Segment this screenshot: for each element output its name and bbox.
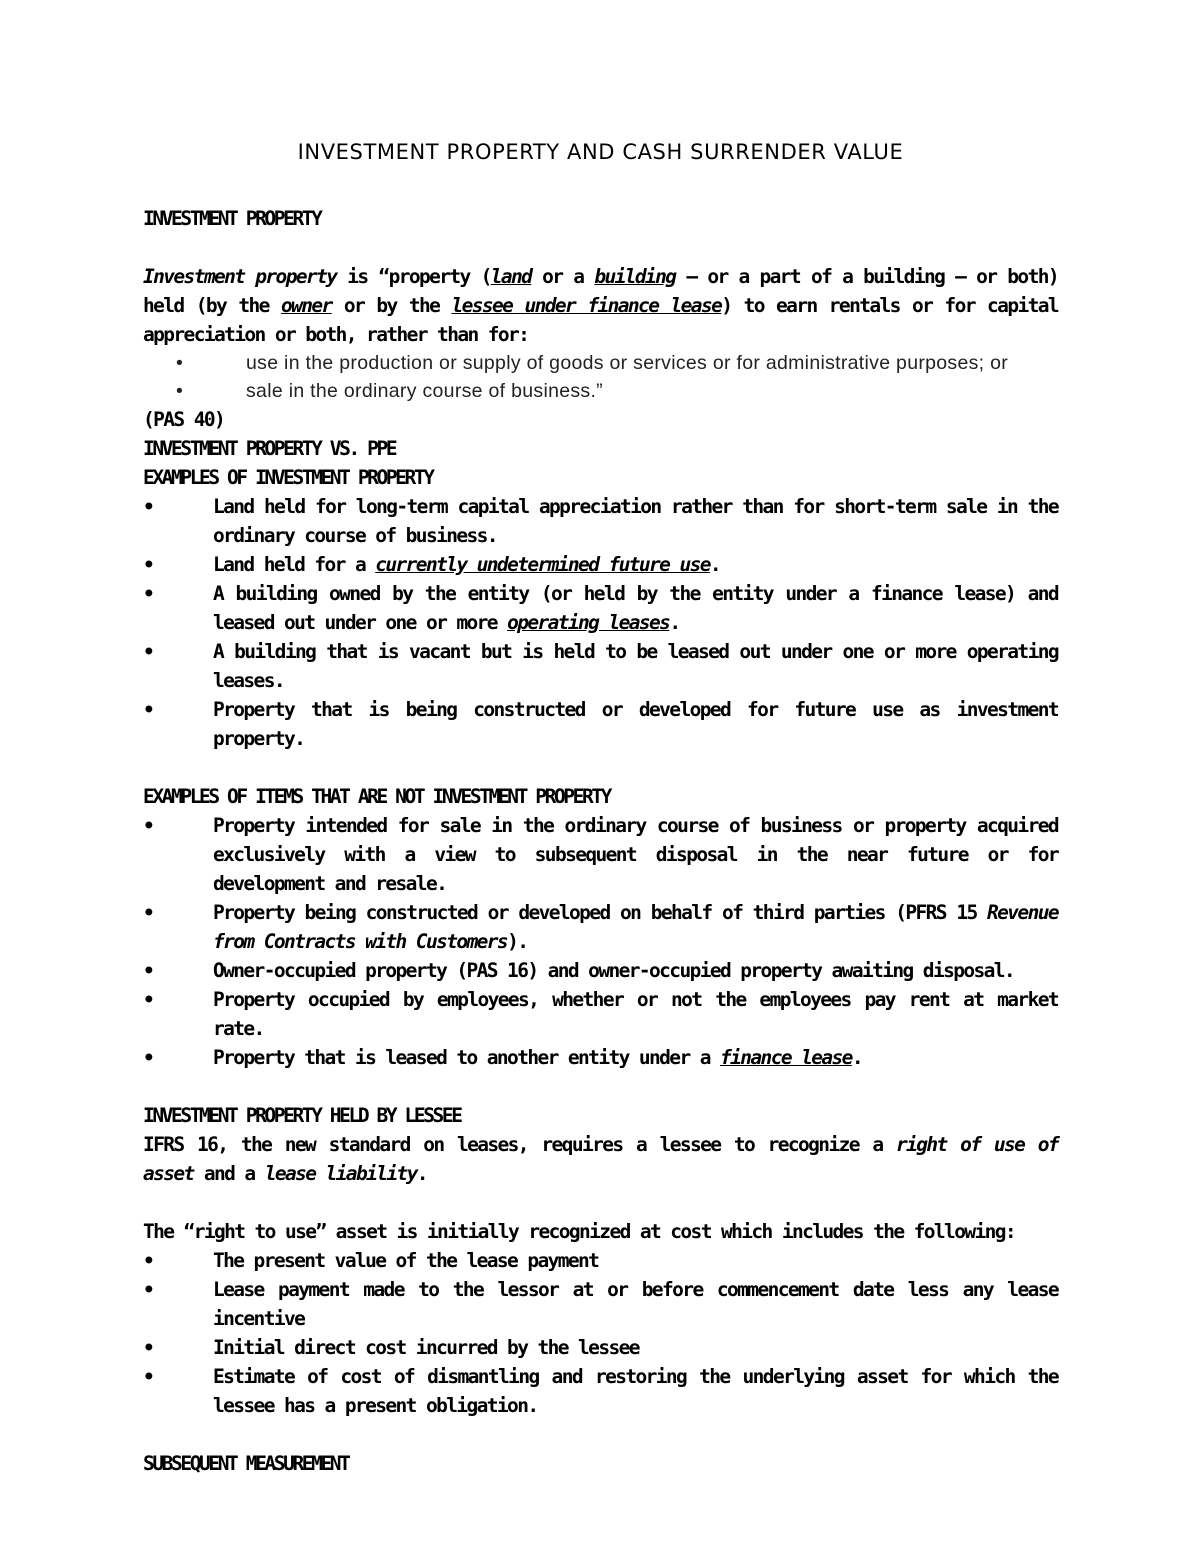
bullet-icon: • (143, 1249, 154, 1272)
section-heading-lessee: INVESTMENT PROPERTY HELD BY LESSEE (143, 1104, 461, 1127)
section-heading-not-investment: EXAMPLES OF ITEMS THAT ARE NOT INVESTMENT PROPERTY (143, 785, 610, 808)
bullet-icon: • (143, 901, 154, 924)
list-item: • Property being constructed or developed on behalf of third parties (PFRS 15 Revenue from Contracts with Customers). (143, 898, 1058, 956)
examples-list (143, 492, 1058, 753)
bullet-icon: • (143, 698, 154, 721)
definition-term: Investment property (143, 265, 337, 288)
list-item: • Property that is being constructed or developed for future use as investment property. (143, 695, 1058, 753)
list-item: • sale in the ordinary course of business.” (143, 377, 1058, 405)
list-item: • Initial direct cost incurred by the lessee (143, 1333, 1058, 1362)
list-item: • Land held for a currently undetermined future use. (143, 550, 1058, 579)
bullet-icon: • (143, 1336, 154, 1359)
bullet-icon: • (143, 640, 154, 663)
bullet-icon: • (176, 380, 184, 402)
list-item: • use in the production or supply of goods or services or for administrative purposes; or (143, 349, 1058, 377)
section-heading-examples: EXAMPLES OF INVESTMENT PROPERTY (143, 466, 433, 489)
list-item: • A building owned by the entity (or held by the entity under a finance lease) and leased out under one or more operating leases. (143, 579, 1058, 637)
bullet-icon: • (143, 495, 154, 518)
bullet-icon: • (143, 988, 154, 1011)
section-heading-subsequent: SUBSEQUENT MEASUREMENT (143, 1452, 349, 1475)
bullet-icon: • (143, 959, 154, 982)
section-heading-vs-ppe: INVESTMENT PROPERTY VS. PPE (143, 437, 396, 460)
bullet-icon: • (143, 553, 154, 576)
rou-cost-list (143, 1246, 1058, 1420)
section-heading-investment-property: INVESTMENT PROPERTY (143, 207, 321, 230)
list-item: • Estimate of cost of dismantling and restoring the underlying asset for which the lessee has a present obligation. (143, 1362, 1058, 1420)
list-item: • A building that is vacant but is held to be leased out under one or more operating leases. (143, 637, 1058, 695)
document-content (143, 140, 1058, 1478)
list-item: • The present value of the lease payment (143, 1246, 1058, 1275)
list-item: • Property intended for sale in the ordinary course of business or property acquired exclusively with a view to subsequent disposal in the near future or for development and resale. (143, 811, 1058, 898)
list-item: • Lease payment made to the lessor at or before commencement date less any lease incentive (143, 1275, 1058, 1333)
list-item: • Owner-occupied property (PAS 16) and owner-occupied property awaiting disposal. (143, 956, 1058, 985)
list-item: • Property that is leased to another entity under a finance lease. (143, 1043, 1058, 1072)
bullet-icon: • (143, 814, 154, 837)
definition-bullet-list (143, 349, 1058, 405)
not-investment-list (143, 811, 1058, 1072)
bullet-icon: • (143, 1278, 154, 1301)
bullet-icon: • (143, 1046, 154, 1069)
bullet-icon: • (176, 352, 184, 374)
list-item: • Property occupied by employees, whether or not the employees pay rent at market rate. (143, 985, 1058, 1043)
list-item: • Land held for long-term capital appreciation rather than for short-term sale in the ordinary course of business. (143, 492, 1058, 550)
citation-pas40: (PAS 40) (143, 408, 225, 431)
ifrs16-paragraph: IFRS 16, the new standard on leases, requires a lessee to recognize a right of use of asset and a lease liability. (143, 1133, 1058, 1185)
rou-intro: The “right to use” asset is initially recognized at cost which includes the following: (143, 1220, 1016, 1243)
bullet-icon: • (143, 582, 154, 605)
bullet-icon: • (143, 1365, 154, 1388)
document-title: INVESTMENT PROPERTY AND CASH SURRENDER VALUE (297, 140, 904, 164)
definition-paragraph: Investment property is “property (land or a building – or a part of a building – or both) held (by the owner or by the lessee under finance lease) to earn rentals or for capital appreciation or both, rather than for: (143, 265, 1059, 346)
